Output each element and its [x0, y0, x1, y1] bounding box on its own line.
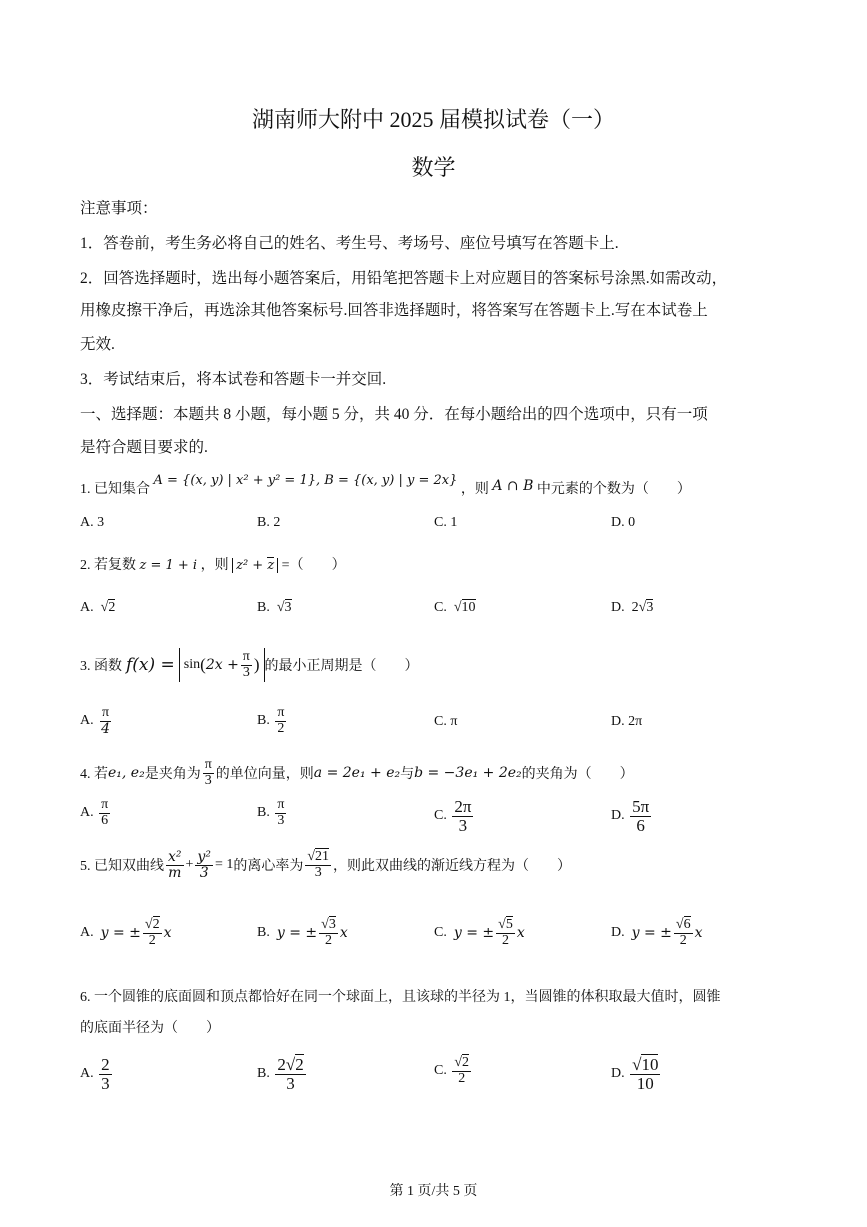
- q1-option-a: A. 3: [80, 515, 105, 530]
- q5-suffix: ，则此双曲线的渐近线方程为（ ）: [333, 859, 572, 875]
- q4-option-c: C. $\frac{2\pi}{3}$: [434, 797, 472, 835]
- q6-option-d: D. $\frac{√10}{10}$: [611, 1055, 659, 1093]
- q6-option-c: C. $\frac{√2}{2}$: [434, 1055, 470, 1086]
- q3-prefix: 3. 函数: [80, 659, 122, 675]
- q2-option-d: D. 2√3: [611, 600, 654, 615]
- q1-option-d: D. 0: [611, 515, 636, 530]
- q5-prefix: 5. 已知双曲线: [80, 859, 164, 875]
- q4-option-b: B. $\frac{\pi}{3}$: [257, 797, 285, 828]
- q3-option-c: C. π: [434, 714, 458, 729]
- q4-vector-b: b = −3e₁ + 2e₂: [414, 765, 522, 782]
- q3-abs-expr: sin ( 2x + $\frac{\pi}{3}$ ): [179, 648, 265, 682]
- q2-prefix: 2. 若复数: [80, 558, 136, 573]
- page-footer: 第 1 页/共 5 页: [389, 1184, 478, 1199]
- q1-suffix: 中元素的个数为（ ）: [536, 482, 691, 497]
- question-2: [80, 554, 346, 574]
- q5-mid: 的离心率为: [233, 859, 304, 875]
- note-item-2-line-1: 2．回答选择题时，选出每小题答案后，用铅笔把答题卡上对应题目的答案标号涂黑.如需改动，: [80, 270, 728, 287]
- q1-expr: A ∩ B: [492, 478, 534, 494]
- q3-option-b: B. $\frac{\pi}{2}$: [257, 705, 285, 736]
- q4-mid-1: 是夹角为: [144, 767, 201, 783]
- question-1: [80, 473, 691, 498]
- section-heading-line-1: 一、选择题：本题共 8 小题，每小题 5 分，共 40 分．在每小题给出的四个选项中，只有一项: [80, 406, 708, 423]
- q2-z: z = 1 + i: [139, 558, 198, 573]
- q4-vector-a: a = 2e₁ + e₂: [313, 765, 401, 782]
- q1-set-a: A = {(x, y) | x² + y² = 1}: [153, 473, 316, 488]
- question-4: 4. 若 e₁, e₂ 是夹角为 $\frac{\pi}{3}$ 的单位向量，则 a = 2e₁ + e₂ 与 b = −3e₁ + 2e₂ 的夹角为（ ）: [80, 757, 634, 788]
- q3-suffix: 的最小正周期是（ ）: [264, 659, 419, 675]
- exam-title: 湖南师大附中 2025 届模拟试卷（一）: [251, 107, 615, 132]
- q4-mid-2: 的单位向量，则: [215, 767, 314, 783]
- question-3: [80, 648, 419, 682]
- q5-option-a: A. y = ± $\frac{√2}{2}$ x: [80, 917, 172, 948]
- q3-option-d: D. 2π: [611, 714, 643, 729]
- q5-option-b: B. y = ± $\frac{√3}{2}$ x: [257, 917, 348, 948]
- question-6-line-1: 6. 一个圆锥的底面圆和顶点都恰好在同一个球面上，且该球的半径为 1，当圆锥的体积取最大值时，圆锥: [80, 990, 721, 1005]
- q2-suffix: =（ ）: [281, 558, 346, 573]
- q3-option-a: A. $\frac{\pi}{4}$: [80, 705, 111, 737]
- q4-suffix: 的夹角为（ ）: [521, 767, 634, 783]
- q2-abs-expr: z² + z: [232, 558, 278, 573]
- subject-title: 数学: [411, 155, 456, 180]
- q5-option-d: D. y = ± $\frac{√6}{2}$ x: [611, 917, 703, 948]
- q2-option-b: B. √3: [257, 600, 292, 615]
- q1-option-c: C. 1: [434, 515, 458, 530]
- section-heading-line-2: 是符合题目要求的.: [80, 439, 208, 456]
- q2-middle: ，则: [200, 558, 229, 573]
- question-5: 5. 已知双曲线 $\frac{\text{x²}}{m}$ + $\frac{\text{y²}}{3}$ = 1 的离心率为 $\frac{√21}{3}$ ，则此双曲线的渐近线方程为（ ）: [80, 849, 572, 881]
- note-item-2-line-3: 无效.: [80, 336, 115, 353]
- q2-option-c: C. √10: [434, 600, 476, 615]
- note-item-1: 1．答卷前，考生务必将自己的姓名、考生号、考场号、座位号填写在答题卡上.: [80, 235, 619, 252]
- q1-middle: ，则: [460, 482, 489, 497]
- note-item-2-line-2: 用橡皮擦干净后，再选涂其他答案标号.回答非选择题时，将答案写在答题卡上.写在本试卷上: [80, 302, 708, 319]
- q2-option-a: A. √2: [80, 600, 116, 615]
- q6-option-b: B. $\frac{2√2}{3}$: [257, 1055, 304, 1093]
- q4-option-d: D. $\frac{5\pi}{6}$: [611, 797, 650, 835]
- q4-vectors: e₁, e₂: [108, 765, 145, 782]
- q1-set-b: , B = {(x, y) | y = 2x}: [316, 473, 458, 488]
- notes-heading: 注意事项：: [80, 200, 158, 217]
- question-6-line-2: 的底面半径为（ ）: [80, 1021, 220, 1036]
- note-item-3: 3．考试结束后，将本试卷和答题卡一并交回.: [80, 371, 387, 388]
- q1-prefix: 1. 已知集合: [80, 482, 150, 497]
- q4-mid-3: 与: [400, 767, 415, 783]
- q4-option-a: A. $\frac{\pi}{6}$: [80, 797, 109, 828]
- q1-option-b: B. 2: [257, 515, 281, 530]
- q6-option-a: A. $\frac{2}{3}$: [80, 1055, 110, 1093]
- q4-prefix: 4. 若: [80, 767, 108, 783]
- q5-option-c: C. y = ± $\frac{√5}{2}$ x: [434, 917, 525, 948]
- q3-function: f(x) =: [126, 655, 175, 676]
